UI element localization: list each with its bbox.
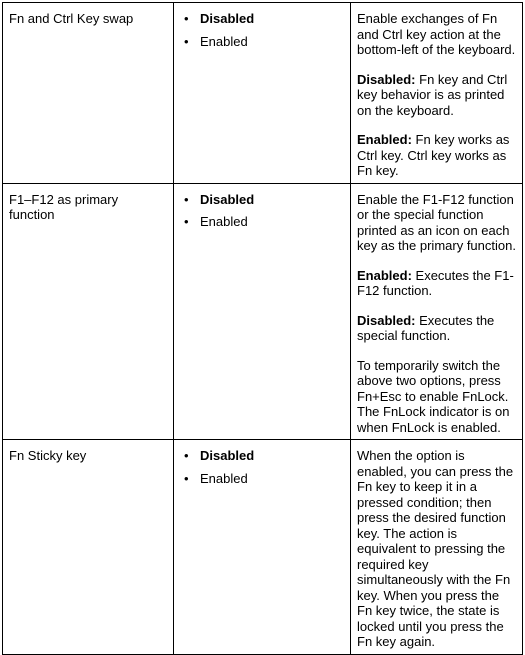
description-text: Executes the special function. [357,312,495,343]
settings-table [2,2,523,655]
description-text: To temporarily switch the above two options, press Fn+Esc to enable FnLock. The FnLock indicator is on when FnLock is enabled. [357,357,510,435]
option-item [180,34,344,50]
setting-values [174,440,351,655]
option-item [180,471,344,487]
setting-values [174,183,351,440]
description-paragraph [357,132,516,179]
setting-name-text: Fn Sticky key [9,448,87,463]
setting-description [351,3,523,184]
option-label: Enabled [200,214,248,229]
table-row [3,440,523,655]
bullet-icon: • [184,448,189,463]
setting-description [351,183,523,440]
description-paragraph [357,313,516,344]
description-paragraph [357,11,516,58]
description-label: Enabled: [357,132,412,147]
option-label: Disabled [200,11,255,26]
option-label: Enabled [200,33,248,49]
table-row [3,183,523,440]
description-label: Enabled: [357,267,412,283]
bullet-icon: • [184,33,189,49]
description-text: Executes the F1-F12 function. [357,267,514,298]
option-label: Disabled [200,191,255,207]
description-paragraph [357,72,516,119]
description-label: Disabled: [357,71,416,87]
setting-name-text: Fn and Ctrl Key swap [9,11,134,26]
option-list [180,11,344,49]
option-item [180,448,344,464]
option-label: Disabled [200,448,255,463]
description-text: Fn key and Ctrl key behavior is as printed on the keyboard. [357,71,508,118]
option-list [180,192,344,230]
option-item [180,192,344,208]
description-label: Disabled: [357,312,416,328]
description-paragraph [357,268,516,299]
setting-name-text: F1–F12 as primary function [9,191,119,222]
description-text: Fn key works as Ctrl key. Ctrl key works as Fn key. [357,132,510,178]
setting-name [3,183,174,440]
bullet-icon: • [184,470,189,486]
setting-description [351,440,523,655]
setting-name [3,440,174,655]
option-item [180,214,344,230]
description-text: Enable exchanges of Fn and Ctrl key action at the bottom-left of the keyboard. [357,11,516,57]
option-label: Enabled [200,470,248,486]
description-paragraph [357,192,516,254]
bullet-icon: • [184,11,189,26]
setting-name [3,3,174,184]
setting-values [174,3,351,184]
bullet-icon: • [184,191,189,207]
table-row [3,3,523,184]
option-item [180,11,344,27]
option-list [180,448,344,486]
bullet-icon: • [184,214,189,229]
description-paragraph [357,448,516,650]
description-paragraph [357,358,516,436]
description-text: When the option is enabled, you can press the Fn key to keep it in a pressed condition; then press the desired function key. The action is equivalent to pressing the required key simultaneously with the Fn key. When you press the Fn key twice, the state is locked until you press the Fn key again. [357,448,514,649]
description-text: Enable the F1-F12 function or the special function printed as an icon on each key as the primary function. [357,191,516,253]
settings-table-body [3,3,523,655]
